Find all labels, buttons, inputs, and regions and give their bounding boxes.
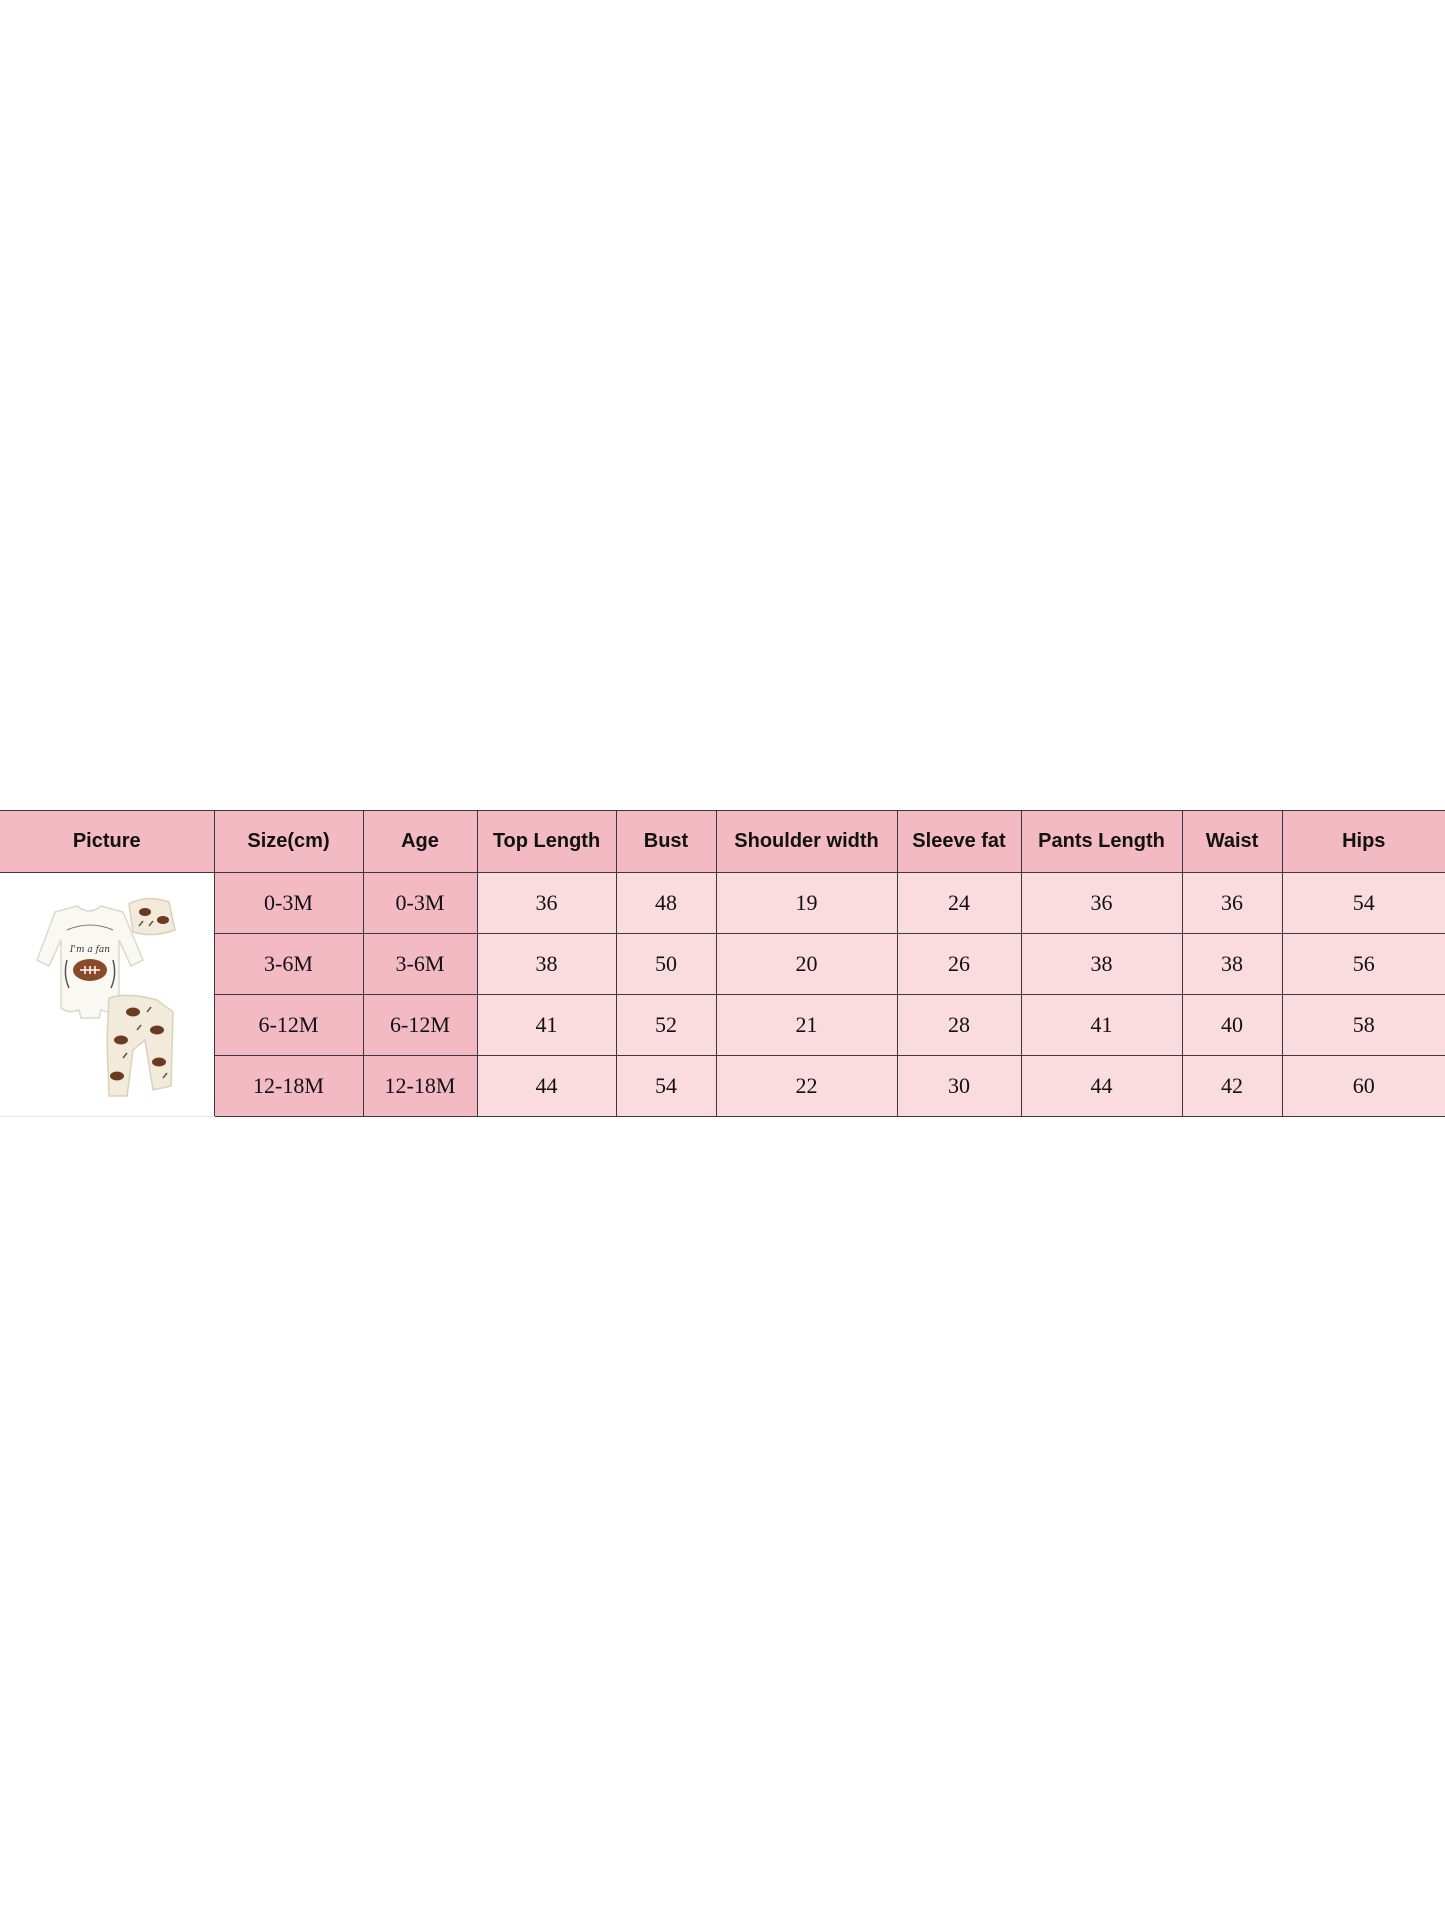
- top-length-cell: 41: [477, 995, 616, 1056]
- header-shoulder-width: Shoulder width: [716, 811, 897, 873]
- top-length-cell: 38: [477, 934, 616, 995]
- top-length-cell: 36: [477, 873, 616, 934]
- table-row: [0, 995, 1445, 1056]
- bust-cell: 52: [616, 995, 716, 1056]
- sleeve-fat-cell: 28: [897, 995, 1021, 1056]
- pants-length-cell: 36: [1021, 873, 1182, 934]
- header-sleeve-fat: Sleeve fat: [897, 811, 1021, 873]
- size-cell: 3-6M: [214, 934, 363, 995]
- baby-outfit-image: [17, 890, 197, 1100]
- bust-cell: 48: [616, 873, 716, 934]
- header-top-length: Top Length: [477, 811, 616, 873]
- header-pants-length: Pants Length: [1021, 811, 1182, 873]
- shoulder-width-cell: 22: [716, 1056, 897, 1117]
- hips-cell: 56: [1282, 934, 1445, 995]
- header-picture: Picture: [0, 811, 214, 873]
- age-cell: 6-12M: [363, 995, 477, 1056]
- table-row: [0, 1056, 1445, 1117]
- table-row: [0, 873, 1445, 934]
- age-cell: 0-3M: [363, 873, 477, 934]
- hips-cell: 54: [1282, 873, 1445, 934]
- header-size: Size(cm): [214, 811, 363, 873]
- hips-cell: 60: [1282, 1056, 1445, 1117]
- pants-length-cell: 41: [1021, 995, 1182, 1056]
- bodysuit-print-text: I'm a fan: [69, 944, 110, 955]
- header-hips: Hips: [1282, 811, 1445, 873]
- shoulder-width-cell: 20: [716, 934, 897, 995]
- shoulder-width-cell: 19: [716, 873, 897, 934]
- size-chart-table: [0, 810, 1445, 1117]
- sleeve-fat-cell: 30: [897, 1056, 1021, 1117]
- size-cell: 12-18M: [214, 1056, 363, 1117]
- header-bust: Bust: [616, 811, 716, 873]
- waist-cell: 42: [1182, 1056, 1282, 1117]
- waist-cell: 36: [1182, 873, 1282, 934]
- shoulder-width-cell: 21: [716, 995, 897, 1056]
- size-cell: 0-3M: [214, 873, 363, 934]
- age-cell: 12-18M: [363, 1056, 477, 1117]
- bust-cell: 54: [616, 1056, 716, 1117]
- table-row: [0, 934, 1445, 995]
- product-picture-cell: [0, 873, 214, 1117]
- pants-length-cell: 38: [1021, 934, 1182, 995]
- sleeve-fat-cell: 24: [897, 873, 1021, 934]
- waist-cell: 40: [1182, 995, 1282, 1056]
- sleeve-fat-cell: 26: [897, 934, 1021, 995]
- bust-cell: 50: [616, 934, 716, 995]
- top-length-cell: 44: [477, 1056, 616, 1117]
- header-age: Age: [363, 811, 477, 873]
- hips-cell: 58: [1282, 995, 1445, 1056]
- pants-length-cell: 44: [1021, 1056, 1182, 1117]
- size-cell: 6-12M: [214, 995, 363, 1056]
- waist-cell: 38: [1182, 934, 1282, 995]
- header-row: [0, 811, 1445, 873]
- age-cell: 3-6M: [363, 934, 477, 995]
- header-waist: Waist: [1182, 811, 1282, 873]
